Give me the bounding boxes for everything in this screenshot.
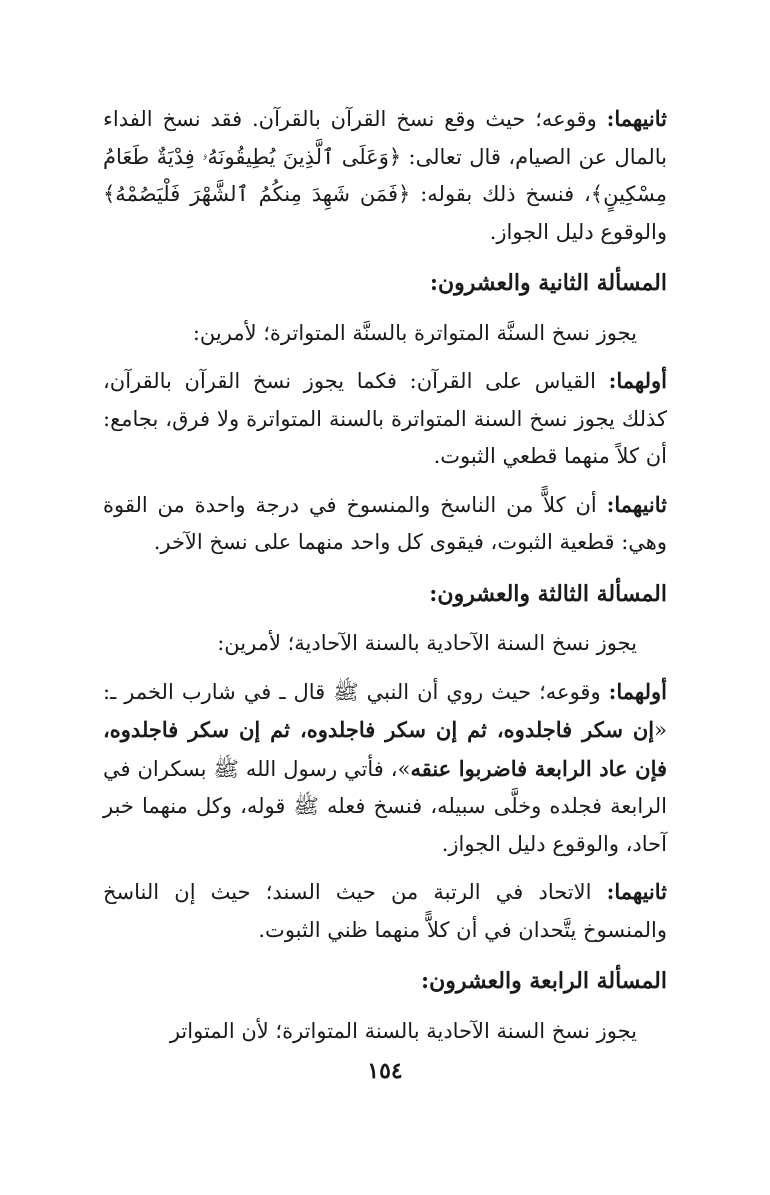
- section-heading: المسألة الثانية والعشرون:: [429, 270, 667, 296]
- section-intro: يجوز نسخ السنة الآحادية بالسنة المتواترة؛ لأن المتواتر: [169, 1018, 637, 1043]
- page-number: ١٥٤: [367, 1058, 403, 1084]
- paragraph-text: الاتحاد في الرتبة من حيث السند؛ حيث إن الناسخ والمنسوخ يتَّحدان في أن كلاًّ منهما ظني الثبوت.: [103, 880, 667, 942]
- paragraph-text: والوقوع دليل الجواز.: [489, 219, 667, 244]
- paragraph-second-reason: [103, 873, 667, 949]
- paragraph-second-reason: [103, 486, 667, 562]
- section-intro: يجوز نسخ السنة الآحادية بالسنة الآحادية؛ لأمرين:: [217, 631, 637, 655]
- section-heading: المسألة الرابعة والعشرون:: [421, 968, 667, 994]
- paragraph-lead: ثانيهما:: [606, 879, 667, 904]
- paragraph-lead: ثانيهما:: [606, 491, 667, 517]
- paragraph-lead: أولهما:: [608, 678, 667, 704]
- paragraph-text: القياس على القرآن: فكما يجوز نسخ القرآن بالقرآن، كذلك يجوز نسخ السنة المتواترة بالسنة المتواترة ولا فرق، بجامع: أن كلاً منهما قطعي الثبوت.: [103, 369, 667, 468]
- paragraph-text: »، فأتي رسول الله ﷺ بسكران في الرابعة فجلده وخلَّى سبيله، فنسخ فعله ﷺ قوله، وكل منهما خبر آحاد، والوقوع دليل الجواز.: [103, 756, 667, 856]
- quran-verse: ﴿وَعَلَى ٱلَّذِينَ يُطِيقُونَهُۥ فِدْيَةٌ طَعَامُ مِسْكِينٍ﴾: [103, 144, 667, 206]
- section-heading: المسألة الثالثة والعشرون:: [429, 580, 667, 607]
- paragraph-text: ، فنسخ ذلك بقوله:: [410, 182, 591, 206]
- paragraph-text: أن كلاًّ من الناسخ والمنسوخ في درجة واحدة من القوة وهي: قطعية الثبوت، فيقوى كل واحد منهما على نسخ الآخر.: [103, 492, 667, 554]
- section-intro: يجوز نسخ السنَّة المتواترة بالسنَّة المتواترة؛ لأمرين:: [192, 320, 637, 345]
- paragraph-lead: أولهما:: [608, 368, 667, 393]
- paragraph-lead: ثانيهما:: [606, 106, 667, 131]
- paragraph-text: وقوعه؛ حيث وقع نسخ القرآن بالقرآن. فقد نسخ الفداء بالمال عن الصيام، قال تعالى:: [103, 107, 667, 169]
- hadith-quote: إن سكر فاجلدوه، ثم إن سكر فاجلدوه، ثم إن سكر فاجلدوه، فإن عاد الرابعة فاضربوا عنقه: [103, 717, 668, 781]
- page-body: [103, 100, 667, 1060]
- paragraph-second-reason: [103, 100, 667, 251]
- paragraph-first-reason: [103, 673, 667, 864]
- paragraph-first-reason: [103, 362, 667, 476]
- quran-verse: ﴿فَمَن شَهِدَ مِنكُمُ ٱلشَّهْرَ فَلْيَصُمْهُ﴾: [103, 182, 411, 206]
- paragraph-text: وقوعه؛ حيث روي أن النبي ﷺ قال ـ في شارب الخمر ـ: «: [103, 679, 667, 742]
